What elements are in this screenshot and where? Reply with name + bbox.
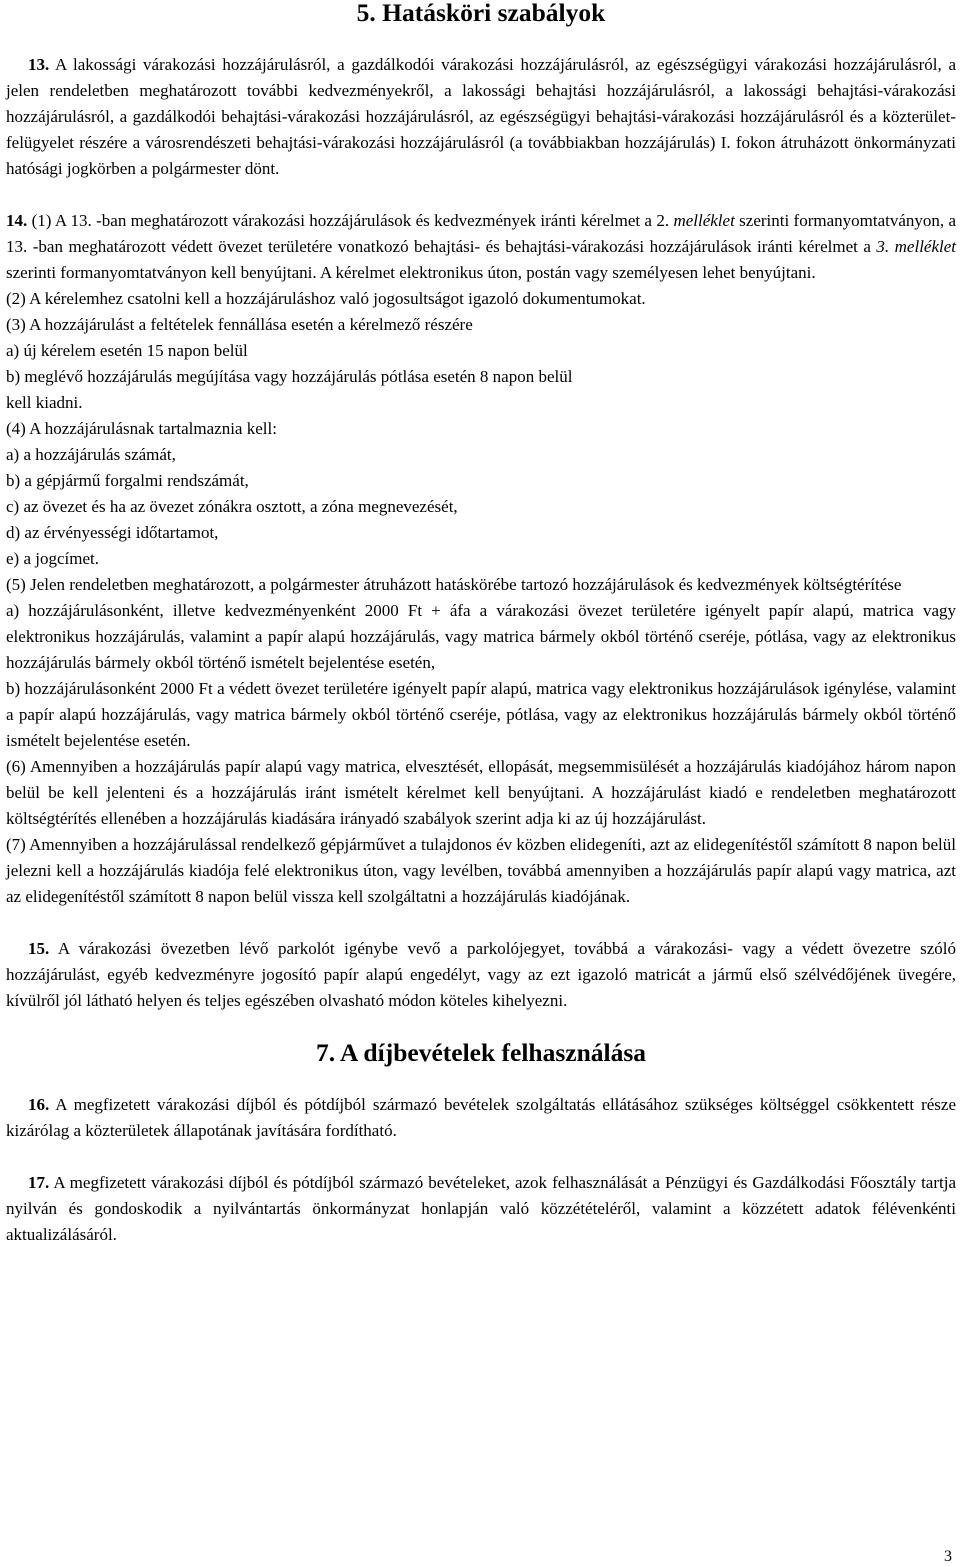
paragraph-14-7: (7) Amennyiben a hozzájárulással rendelkező gépjárművet a tulajdonos év közben elidegeníti, azt az elidegenítéstől számított 8 napon belül jelezni kell a hozzájárulás kiadója felé elektronikus úton, vagy levélben, továbbá amennyiben a hozzájárulás papír alapú vagy matrica, azt az elidegenítéstől számított 8 napon belül vissza kell szolgáltatni a hozzájárulás kiadójának. [6,835,956,906]
paragraph-14-4b: b) a gépjármű forgalmi rendszámát, [6,471,249,490]
paragraph-14-3b: b) meglévő hozzájárulás megújítása vagy hozzájárulás pótlása esetén 8 napon belül [6,367,573,386]
paragraph-14-3a: a) új kérelem esetén 15 napon belül [6,341,248,360]
paragraph-13 [6,52,956,182]
paragraph-15-text: A várakozási övezetben lévő parkolót igénybe vevő a parkolójegyet, továbbá a várakozási- vagy a védett övezetre szóló hozzájárulást, egyéb kedvezményre jogosító papír alapú engedélyt, vagy az ezt igazoló matricát a jármű első szélvédőjének üvegére, kívülről jól látható helyen és teljes egészében olvasható módon köteles kihelyezni. [6,939,957,1010]
paragraph-16-number: 16. [28,1095,50,1114]
paragraph-14-5a: a) hozzájárulásonként, illetve kedvezményenként 2000 Ft + áfa a várakozási övezet területére igényelt papír alapú, matrica vagy elektronikus hozzájárulás, valamint a papír alapú hozzájárulás, vagy matrica bármely okból történő cseréje, pótlása, vagy az elektronikus hozzájárulás bármely okból történő ismételt bejelentése esetén, [6,601,956,672]
paragraph-17-number: 17. [28,1173,50,1192]
paragraph-17 [6,1170,956,1248]
document-page [6,0,956,1248]
paragraph-14-6: (6) Amennyiben a hozzájárulás papír alapú vagy matrica, elvesztését, ellopását, megsemmisülését a hozzájárulás kiadójához három napon belül be kell jelenteni és a hozzájárulás iránt ismételt kérelmet kell benyújtani. A hozzájárulást kiadó e rendeletben meghatározott költségtérítés ellenében a hozzájárulás kiadására irányadó szabályok szerint adja ki az új hozzájárulást. [6,757,956,828]
paragraph-14-2: (2) A kérelemhez csatolni kell a hozzájáruláshoz való jogosultságot igazoló dokumentumokat. [6,289,646,308]
paragraph-14-4c: c) az övezet és ha az övezet zónákra osztott, a zóna megnevezését, [6,497,458,516]
paragraph-14-4d: d) az érvényességi időtartamot, [6,523,219,542]
paragraph-14-4e: e) a jogcímet. [6,549,99,568]
paragraph-14-1 [6,208,956,286]
paragraph-16 [6,1092,956,1144]
paragraph-13-number: 13. [28,55,50,74]
paragraph-15 [6,936,956,1014]
paragraph-16-text: A megfizetett várakozási díjból és pótdíjból származó bevételek szolgáltatás ellátásához szükséges költséggel csökkentett része kizárólag a közterületek állapotának javítására fordítható. [6,1095,957,1140]
paragraph-14-4: (4) A hozzájárulásnak tartalmaznia kell: [6,419,277,438]
melleklet-3-ref: 3. melléklet [876,237,957,256]
section-7-title: 7. A díjbevételek felhasználása [315,1038,647,1067]
paragraph-14-1-part3: szerinti formanyomtatványon kell benyújtani. A kérelmet elektronikus úton, postán vagy személyesen lehet benyújtani. [6,263,816,282]
paragraph-15-number: 15. [28,939,50,958]
melleklet-2-ref: melléklet [673,211,735,230]
section-5-title: 5. Hatásköri szabályok [356,0,606,27]
page-number: 3 [944,1548,952,1565]
paragraph-14-5b: b) hozzájárulásonként 2000 Ft a védett övezet területére igényelt papír alapú, matrica vagy elektronikus hozzájárulások igénylése, valamint a papír alapú hozzájárulás, vagy matrica bármely okból történő cseréje, pótlása, vagy az elektronikus hozzájárulás bármely okból történő ismételt bejelentése esetén. [6,679,956,750]
paragraph-14-1-part1: (1) A 13. -ban meghatározott várakozási hozzájárulások és kedvezmények iránti kérelmet a 2. [31,211,670,230]
paragraph-13-text: A lakossági várakozási hozzájárulásról, a gazdálkodói várakozási hozzájárulásról, az egészségügyi várakozási hozzájárulásról, a jelen rendeletben meghatározott további kedvezményekről, a lakossági behajtási hozzájárulásról, a lakossági behajtási-várakozási hozzájárulásról, a gazdálkodói behajtási-várakozási hozzájárulásról, az egészségügyi behajtási-várakozási hozzájárulásról és a közterület-felügyelet részére a városrendészeti behajtási-várakozási hozzájárulásról (a továbbiakban hozzájárulás) I. fokon átruházott önkormányzati hatósági jogkörben a polgármester dönt. [6,55,956,178]
paragraph-14-3: (3) A hozzájárulást a feltételek fennállása esetén a kérelmező részére [6,315,473,334]
paragraph-17-text: A megfizetett várakozási díjból és pótdíjból származó bevételeket, azok felhasználását a Pénzügyi és Gazdálkodási Főosztály tartja nyilván és gondoskodik a nyilvántartás önkormányzat honlapján való közzétételéről, valamint a közzétett adatok félévenkénti aktualizálásáról. [6,1173,956,1244]
paragraph-14-5: (5) Jelen rendeletben meghatározott, a polgármester átruházott hatáskörébe tartozó hozzájárulások és kedvezmények költségtérítése [6,575,902,594]
paragraph-14-1-part2: szerinti formanyomtatványon, a 13. -ban meghatározott védett övezet területére vonatkozó behajtási- és behajtási-várakozási hozzájárulások iránti kérelmet a [6,211,957,256]
paragraph-14-number: 14. [6,211,28,230]
paragraph-14-3c: kell kiadni. [6,393,83,412]
paragraph-14-4a: a) a hozzájárulás számát, [6,445,176,464]
